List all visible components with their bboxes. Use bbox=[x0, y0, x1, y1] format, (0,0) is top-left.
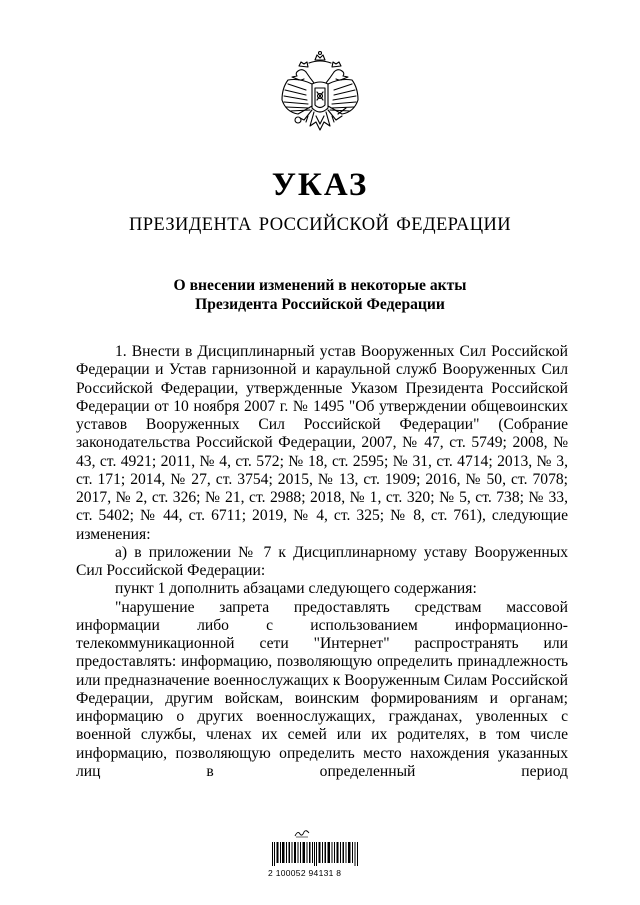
paragraph-2: а) в приложении № 7 к Дисциплинарному уставу Вооруженных Сил Российской Федерации: bbox=[76, 543, 568, 579]
document-body bbox=[76, 343, 568, 781]
decree-title: УКАЗ bbox=[271, 167, 369, 203]
barcode-icon bbox=[272, 842, 358, 866]
barcode-number: 2 100052 94131 8 bbox=[268, 868, 342, 878]
paragraph-1: 1. Внести в Дисциплинарный устав Вооруженных Сил Российской Федерации и Устав гарнизонной и караульной служб Вооруженных Сил Российской Федерации, утвержденные Указом Президента Российской Федерации от 10 ноября 2007 г. № 1495 "Об утверждении общевоинских уставов Вооруженных Сил Российской Федерации" (Собрание законодательства Российской Федерации, 2007, № 47, ст. 5749; 2008, № 43, ст. 4921; 2011, № 4, ст. 572; № 18, ст. 2595; № 31, ст. 4714; 2013, № 3, ст. 171; 2014, № 27, ст. 3754; 2015, № 13, ст. 1909; 2016, № 50, ст. 7078; 2017, № 2, ст. 326; № 21, ст. 2988; 2018, № 1, ст. 320; № 5, ст. 738; № 33, ст. 5402; № 44, ст. 6711; 2019, № 4, ст. 325; № 8, ст. 761), следующие изменения: bbox=[76, 343, 568, 543]
emblem-icon bbox=[276, 50, 364, 146]
decree-subtitle: ПРЕЗИДЕНТА РОССИЙСКОЙ ФЕДЕРАЦИИ bbox=[128, 215, 512, 235]
signature-mark-icon bbox=[294, 828, 310, 838]
document-heading-line-1: О внесении изменений в некоторые акты bbox=[173, 277, 467, 294]
paragraph-4: "нарушение запрета предоставлять средствам массовой информации либо с использованием информационно-телекоммуникационной сети "Интернет" распространять или предоставлять: информацию, позволяющую определить принадлежность или предназначение военнослужащих к Вооруженным Силам Российской Федерации, другим войскам, воинским формированиям и органам; информацию о других военнослужащих, гражданах, уволенных с военной службы, членах их семей или их родителях, в том числе информацию, позволяющую определить место нахождения указанных лиц в определенный период bbox=[76, 598, 568, 780]
document-heading-line-2: Президента Российской Федерации bbox=[195, 296, 445, 313]
document-heading bbox=[0, 276, 640, 314]
paragraph-3: пункт 1 дополнить абзацами следующего содержания: bbox=[115, 580, 477, 598]
